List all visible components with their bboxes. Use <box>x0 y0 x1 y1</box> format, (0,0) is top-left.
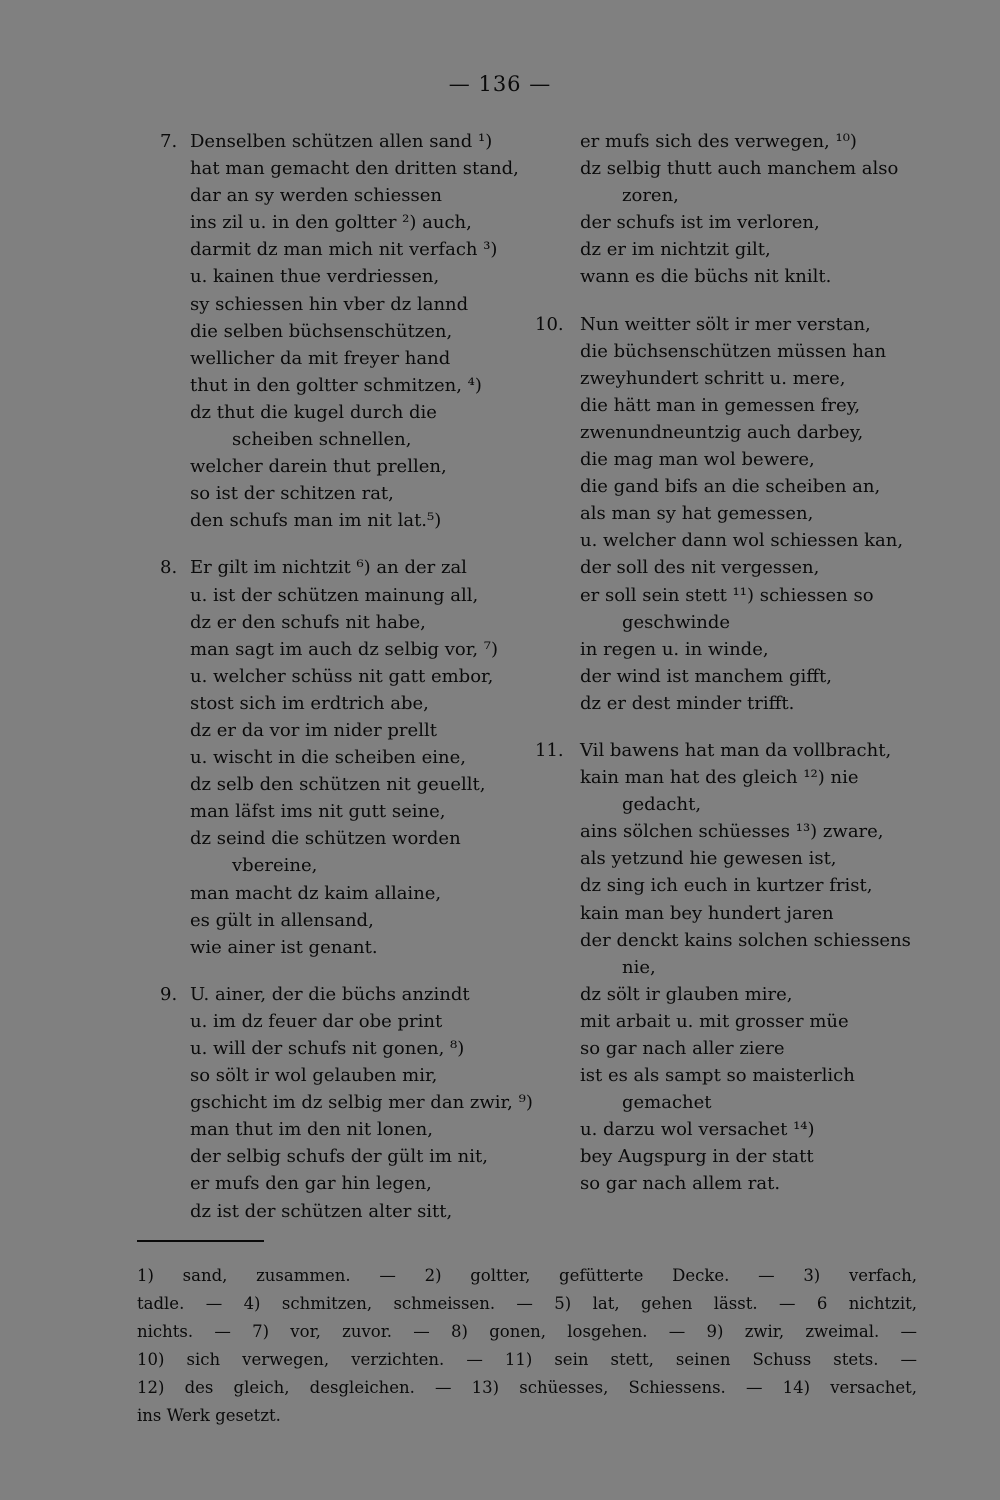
stanza <box>160 981 540 1225</box>
footnotes <box>137 1262 917 1430</box>
stanza-number: 11. <box>535 739 564 761</box>
stanza <box>160 554 540 960</box>
verse-line: der soll des nit vergessen, <box>580 557 820 579</box>
verse-line: thut in den goltter schmitzen, ⁴) <box>190 374 482 396</box>
verse-line: es gült in allensand, <box>190 909 374 931</box>
verse-line: der denckt kains solchen schiessens <box>580 929 911 951</box>
stanza <box>160 128 540 534</box>
verse-line: er mufs sich des verwegen, ¹⁰) <box>580 131 857 152</box>
verse-line: dz sing ich euch in kurtzer frist, <box>580 875 873 897</box>
verse-line: dz seind die schützen worden <box>190 828 461 850</box>
verse-line: so gar nach allem rat. <box>580 1173 781 1195</box>
verse-line: so gar nach aller ziere <box>580 1038 785 1059</box>
verse-line: so ist der schitzen rat, <box>190 483 394 505</box>
stanza-number: 7. <box>160 131 178 152</box>
verse-line: welcher darein thut prellen, <box>190 456 447 478</box>
verse-line: U. ainer, der die büchs anzindt <box>190 983 470 1005</box>
verse-line: dz er dest minder trifft. <box>580 692 795 714</box>
verse-line: u. welcher schüss nit gatt embor, <box>190 665 494 687</box>
verse-line: in regen u. in winde, <box>580 638 769 660</box>
verse-line: der wind ist manchem gifft, <box>580 665 832 687</box>
verse-line: die mag man wol bewere, <box>580 449 815 471</box>
verse-line: Denselben schützen allen sand ¹) <box>190 131 493 152</box>
verse-line: wann es die büchs nit knilt. <box>580 266 832 288</box>
verse-line: die hätt man in gemessen frey, <box>580 394 861 416</box>
verse-line: man macht dz kaim allaine, <box>190 882 442 904</box>
verse-line: dz selbig thutt auch manchem also <box>580 158 899 180</box>
verse-line: gschicht im dz selbig mer dan zwir, ⁹) <box>190 1092 533 1114</box>
verse-line: die büchsenschützen müssen han <box>580 340 887 362</box>
verse-line: dz sölt ir glauben mire, <box>580 983 793 1005</box>
right-column <box>535 128 925 1198</box>
verse-line: Nun weitter sölt ir mer verstan, <box>580 313 871 335</box>
footnote-line: 12) des gleich, desgleichen. — 13) schüesses, Schiessens. — 14) versachet, <box>137 1378 917 1397</box>
footnote-line: 1) sand, zusammen. — 2) goltter, gefütterte Decke. — 3) verfach, <box>137 1266 917 1285</box>
verse-line: nie, <box>622 956 656 978</box>
verse-line: als man sy hat gemessen, <box>580 503 814 525</box>
verse-line: kain man hat des gleich ¹²) nie <box>580 767 859 789</box>
verse-line: sy schiessen hin vber dz lannd <box>190 293 469 315</box>
verse-line: dz thut die kugel durch die <box>190 401 437 423</box>
stanza-number: 9. <box>160 983 178 1005</box>
verse-line: vbereine, <box>232 855 318 877</box>
stanza-number: 8. <box>160 557 178 579</box>
verse-line: hat man gemacht den dritten stand, <box>190 158 519 180</box>
verse-line: dz selb den schützen nit geuellt, <box>190 774 486 796</box>
verse-line: stost sich im erdtrich abe, <box>190 692 429 714</box>
footnote-line: nichts. — 7) vor, zuvor. — 8) gonen, losgehen. — 9) zwir, zweimal. — <box>137 1322 917 1341</box>
verse-line: wellicher da mit freyer hand <box>190 347 451 369</box>
footnote-line: 10) sich verwegen, verzichten. — 11) sein stett, seinen Schuss stets. — <box>137 1350 917 1369</box>
verse-line: dz er im nichtzit gilt, <box>580 239 771 261</box>
left-column <box>160 128 540 1225</box>
verse-line: ist es als sampt so maisterlich <box>580 1065 855 1087</box>
verse-line: ins zil u. in den goltter ²) auch, <box>190 212 472 234</box>
verse-line: den schufs man im nit lat.⁵) <box>190 510 442 532</box>
verse-line: dz er den schufs nit habe, <box>190 611 426 633</box>
verse-line: u. im dz feuer dar obe print <box>190 1010 443 1032</box>
footnote-line: ins Werk gesetzt. <box>137 1406 281 1425</box>
stanza-number: 10. <box>535 313 564 335</box>
stanza <box>535 737 925 1198</box>
verse-line: gedacht, <box>622 794 702 816</box>
verse-line: die selben büchsenschützen, <box>190 320 453 342</box>
verse-line: dz er da vor im nider prellt <box>190 719 437 741</box>
verse-line: er soll sein stett ¹¹) schiessen so <box>580 584 874 606</box>
verse-line: man läfst ims nit gutt seine, <box>190 801 446 823</box>
verse-line: der schufs ist im verloren, <box>580 212 820 234</box>
verse-line: ains sölchen schüesses ¹³) zware, <box>580 821 884 843</box>
stanza <box>535 128 925 291</box>
verse-line: Vil bawens hat man da vollbracht, <box>580 739 892 761</box>
verse-line: Er gilt im nichtzit ⁶) an der zal <box>190 557 467 579</box>
verse-line: geschwinde <box>622 611 731 633</box>
verse-line: gemachet <box>622 1092 712 1114</box>
verse-line: u. ist der schützen mainung all, <box>190 584 479 606</box>
verse-line: wie ainer ist genant. <box>190 936 378 958</box>
verse-line: man sagt im auch dz selbig vor, ⁷) <box>190 638 499 660</box>
verse-line: man thut im den nit lonen, <box>190 1119 433 1141</box>
footnote-divider <box>137 1240 264 1242</box>
verse-line: u. darzu wol versachet ¹⁴) <box>580 1119 815 1141</box>
verse-line: u. wischt in die scheiben eine, <box>190 747 466 769</box>
verse-line: dz ist der schützen alter sitt, <box>190 1200 453 1222</box>
verse-line: mit arbait u. mit grosser müe <box>580 1010 849 1032</box>
stanza <box>535 311 925 717</box>
verse-line: u. kainen thue verdriessen, <box>190 266 440 288</box>
verse-line: so sölt ir wol gelauben mir, <box>190 1065 438 1087</box>
verse-line: er mufs den gar hin legen, <box>190 1173 432 1195</box>
verse-line: der selbig schufs der gült im nit, <box>190 1146 488 1168</box>
verse-line: bey Augspurg in der statt <box>580 1146 814 1168</box>
verse-line: scheiben schnellen, <box>232 429 412 451</box>
verse-line: darmit dz man mich nit verfach ³) <box>190 239 498 261</box>
page-number: — 136 — <box>448 72 552 96</box>
footnote-line: tadle. — 4) schmitzen, schmeissen. — 5) lat, gehen lässt. — 6 nichtzit, <box>137 1294 917 1313</box>
verse-line: die gand bifs an die scheiben an, <box>580 476 881 498</box>
verse-line: u. welcher dann wol schiessen kan, <box>580 530 904 552</box>
verse-line: zoren, <box>622 185 679 207</box>
verse-line: zwenundneuntzig auch darbey, <box>580 421 864 443</box>
verse-line: dar an sy werden schiessen <box>190 185 442 207</box>
verse-line: kain man bey hundert jaren <box>580 902 834 924</box>
verse-line: zweyhundert schritt u. mere, <box>580 367 846 389</box>
verse-line: als yetzund hie gewesen ist, <box>580 848 837 870</box>
verse-line: u. will der schufs nit gonen, ⁸) <box>190 1038 465 1059</box>
